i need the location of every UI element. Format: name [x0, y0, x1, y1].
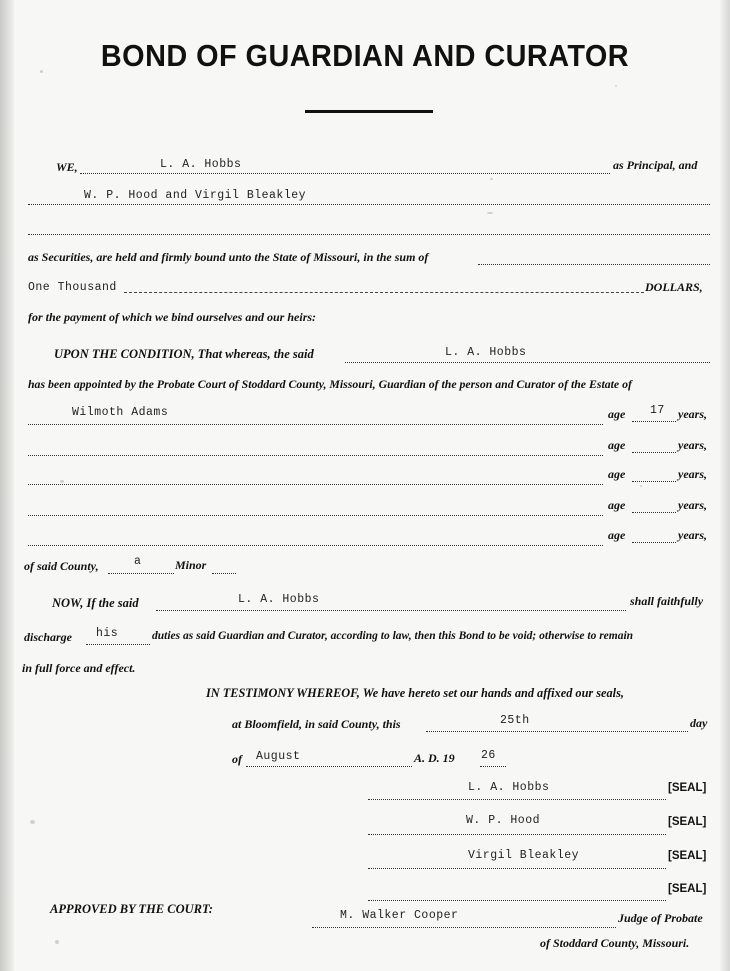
- seal-label-3: [SEAL]: [668, 850, 707, 862]
- seal-label-1: [SEAL]: [668, 782, 707, 794]
- age-label-1: age: [608, 407, 626, 421]
- sum-line: [478, 251, 710, 265]
- judge-label: Judge of Probate: [618, 911, 703, 925]
- year-line: [480, 753, 506, 767]
- now-said-line: [156, 597, 626, 611]
- day-line: [426, 718, 688, 732]
- seal-label-2: [SEAL]: [668, 816, 707, 828]
- we-label: WE,: [56, 160, 78, 174]
- dollars-label: DOLLARS,: [645, 280, 703, 294]
- age-label-3: age: [608, 467, 626, 481]
- title-rule: [305, 110, 433, 113]
- signature-2: W. P. Hood: [466, 814, 541, 827]
- signature-line-4: [368, 887, 666, 901]
- scan-speck: [487, 212, 493, 214]
- signature-3: Virgil Bleakley: [468, 849, 580, 862]
- testimony-text: IN TESTIMONY WHEREOF, We have hereto set our hands and affixed our seals,: [206, 686, 624, 700]
- minor-count: a: [134, 555, 142, 568]
- age-line-4: [632, 499, 676, 513]
- appointed-text: has been appointed by the Probate Court of Stoddard County, Missouri, Guardian of the person and Curator of the Estate of: [28, 377, 632, 391]
- full-force-text: in full force and effect.: [22, 661, 136, 675]
- years-label-1: years,: [678, 407, 707, 421]
- approved-label: APPROVED BY THE COURT:: [50, 902, 213, 916]
- pronoun: his: [96, 627, 119, 640]
- scan-speck: [615, 85, 617, 87]
- ward-age-1: 17: [650, 404, 665, 417]
- document-title: BOND OF GUARDIAN AND CURATOR: [100, 38, 630, 73]
- upon-condition-label: UPON THE CONDITION, That whereas, the said: [54, 347, 314, 361]
- discharge-label: discharge: [24, 630, 72, 644]
- day-label: day: [690, 716, 708, 730]
- duties-text: duties as said Guardian and Curator, according to law, then this Bond to be void; otherwise to remain: [152, 630, 634, 642]
- ward-line-2: [28, 442, 603, 456]
- years-label-2: years,: [678, 438, 707, 452]
- now-if-label: NOW, If the said: [52, 596, 139, 610]
- payment-text: for the payment of which we bind ourselves and our heirs:: [28, 310, 317, 324]
- age-line-3: [632, 468, 676, 482]
- ward-line-4: [28, 502, 603, 516]
- seal-label-4: [SEAL]: [668, 883, 707, 895]
- day-value: 25th: [500, 714, 530, 727]
- years-label-4: years,: [678, 498, 707, 512]
- years-label-3: years,: [678, 467, 707, 481]
- ward-name-1: Wilmoth Adams: [72, 406, 169, 419]
- county-label: of Stoddard County, Missouri.: [540, 936, 690, 950]
- signature-1: L. A. Hobbs: [468, 781, 550, 794]
- securities-line-2: [28, 221, 710, 235]
- sum-amount: One Thousand: [28, 281, 117, 294]
- ward-line-3: [28, 471, 603, 485]
- scan-edge-left: [0, 0, 14, 971]
- as-principal-label: as Principal, and: [613, 158, 698, 172]
- scan-speck: [55, 940, 59, 944]
- sum-dash-line: [124, 282, 644, 293]
- ward-line-5: [28, 532, 603, 546]
- years-label-5: years,: [678, 528, 707, 542]
- scan-edge-right: [720, 0, 730, 971]
- principal-name: L. A. Hobbs: [160, 158, 242, 171]
- scan-speck: [640, 485, 642, 487]
- minor-label: Minor: [175, 558, 207, 572]
- said-principal-name: L. A. Hobbs: [445, 346, 527, 359]
- shall-faithfully-label: shall faithfully: [630, 594, 704, 608]
- age-line-5: [632, 529, 676, 543]
- age-label-5: age: [608, 528, 626, 542]
- scan-speck: [30, 820, 35, 824]
- year-value: 26: [481, 749, 496, 762]
- as-securities-label: as Securities, are held and firmly bound unto the State of Missouri, in the sum of: [28, 250, 429, 264]
- at-bloomfield-label: at Bloomfield, in said County, this: [232, 717, 401, 731]
- of-label: of: [232, 752, 242, 766]
- now-said-name: L. A. Hobbs: [238, 593, 320, 606]
- of-said-county-label: of said County,: [24, 559, 99, 573]
- month-value: August: [256, 750, 301, 763]
- age-line-2: [632, 439, 676, 453]
- minor-trail-line: [212, 560, 236, 574]
- said-principal-line: [345, 349, 710, 363]
- age-label-4: age: [608, 498, 626, 512]
- scan-speck: [490, 178, 493, 180]
- age-label-2: age: [608, 438, 626, 452]
- judge-name: M. Walker Cooper: [340, 909, 459, 922]
- securities-names: W. P. Hood and Virgil Bleakley: [84, 189, 307, 202]
- ad-label: A. D. 19: [414, 751, 455, 765]
